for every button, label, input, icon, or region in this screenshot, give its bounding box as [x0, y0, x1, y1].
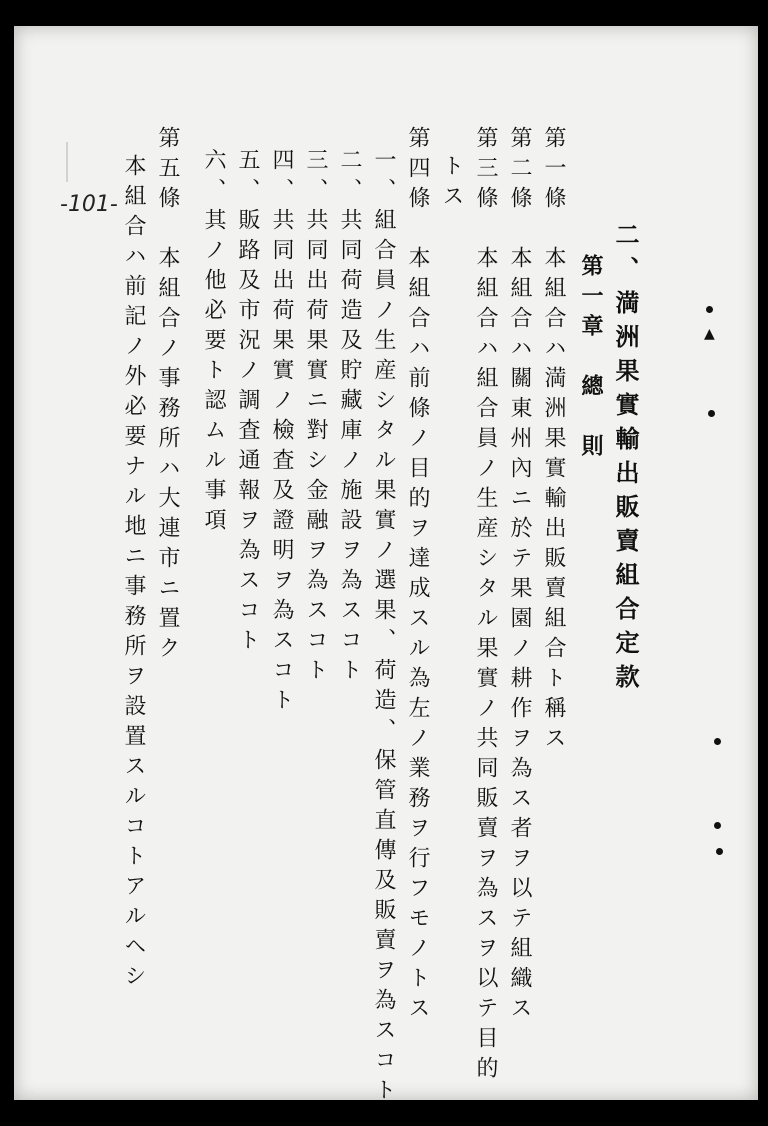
article-3: 第三條 本組合ハ組合員ノ生産シタル果實ノ共同販賣ヲ為スヲ以テ目的 [473, 126, 498, 1086]
document-title: 二、満洲果實輸出販賣組合定款 [611, 222, 640, 698]
binding-hole-mark [706, 306, 713, 313]
article-2: 第二條 本組合ハ關東州內ニ於テ果園ノ耕作ヲ為ス者ヲ以テ組織ス [507, 126, 532, 1026]
document-page [14, 26, 758, 1108]
article-3-continuation: トス [439, 154, 464, 214]
chapter-heading: 第一章 總 則 [578, 254, 604, 464]
article-5: 第五條 本組合ノ事務所ハ大連市ニ置ク [155, 126, 180, 666]
article-4: 第四條 本組合ハ前條ノ目的ヲ達成スル為左ノ業務ヲ行フモノトス [405, 126, 430, 1026]
binding-hole-mark: ▲ [704, 326, 715, 342]
binding-hole-mark [714, 738, 721, 745]
article-5-continuation: 本組合ハ前記ノ外必要ナル地ニ事務所ヲ設置スルコトアルヘシ [121, 154, 146, 994]
pencil-marks [66, 142, 128, 182]
article-4-item-6: 六、其ノ他必要ト認ムル事項 [201, 148, 226, 538]
article-4-item-4: 四、共同出荷果實ノ檢査及證明ヲ為スコト [269, 148, 294, 718]
binding-hole-mark [714, 822, 721, 829]
binding-hole-mark [716, 848, 723, 855]
article-4-item-3: 三、共同出荷果實ニ對シ金融ヲ為スコト [303, 148, 328, 688]
article-4-item-2: 二、共同荷造及貯藏庫ノ施設ヲ為スコト [337, 148, 362, 688]
page-number: -101- [60, 192, 118, 217]
article-1: 第一條 本組合ハ満洲果實輸出販賣組合ト稱ス [541, 126, 566, 756]
article-4-item-5: 五、販路及市況ノ調査通報ヲ為スコト [235, 148, 260, 658]
article-4-item-1: 一、組合員ノ生産シタル果實ノ選果、荷造、保管直傳及販賣ヲ為スコト [371, 148, 396, 1108]
binding-hole-mark [708, 410, 715, 417]
